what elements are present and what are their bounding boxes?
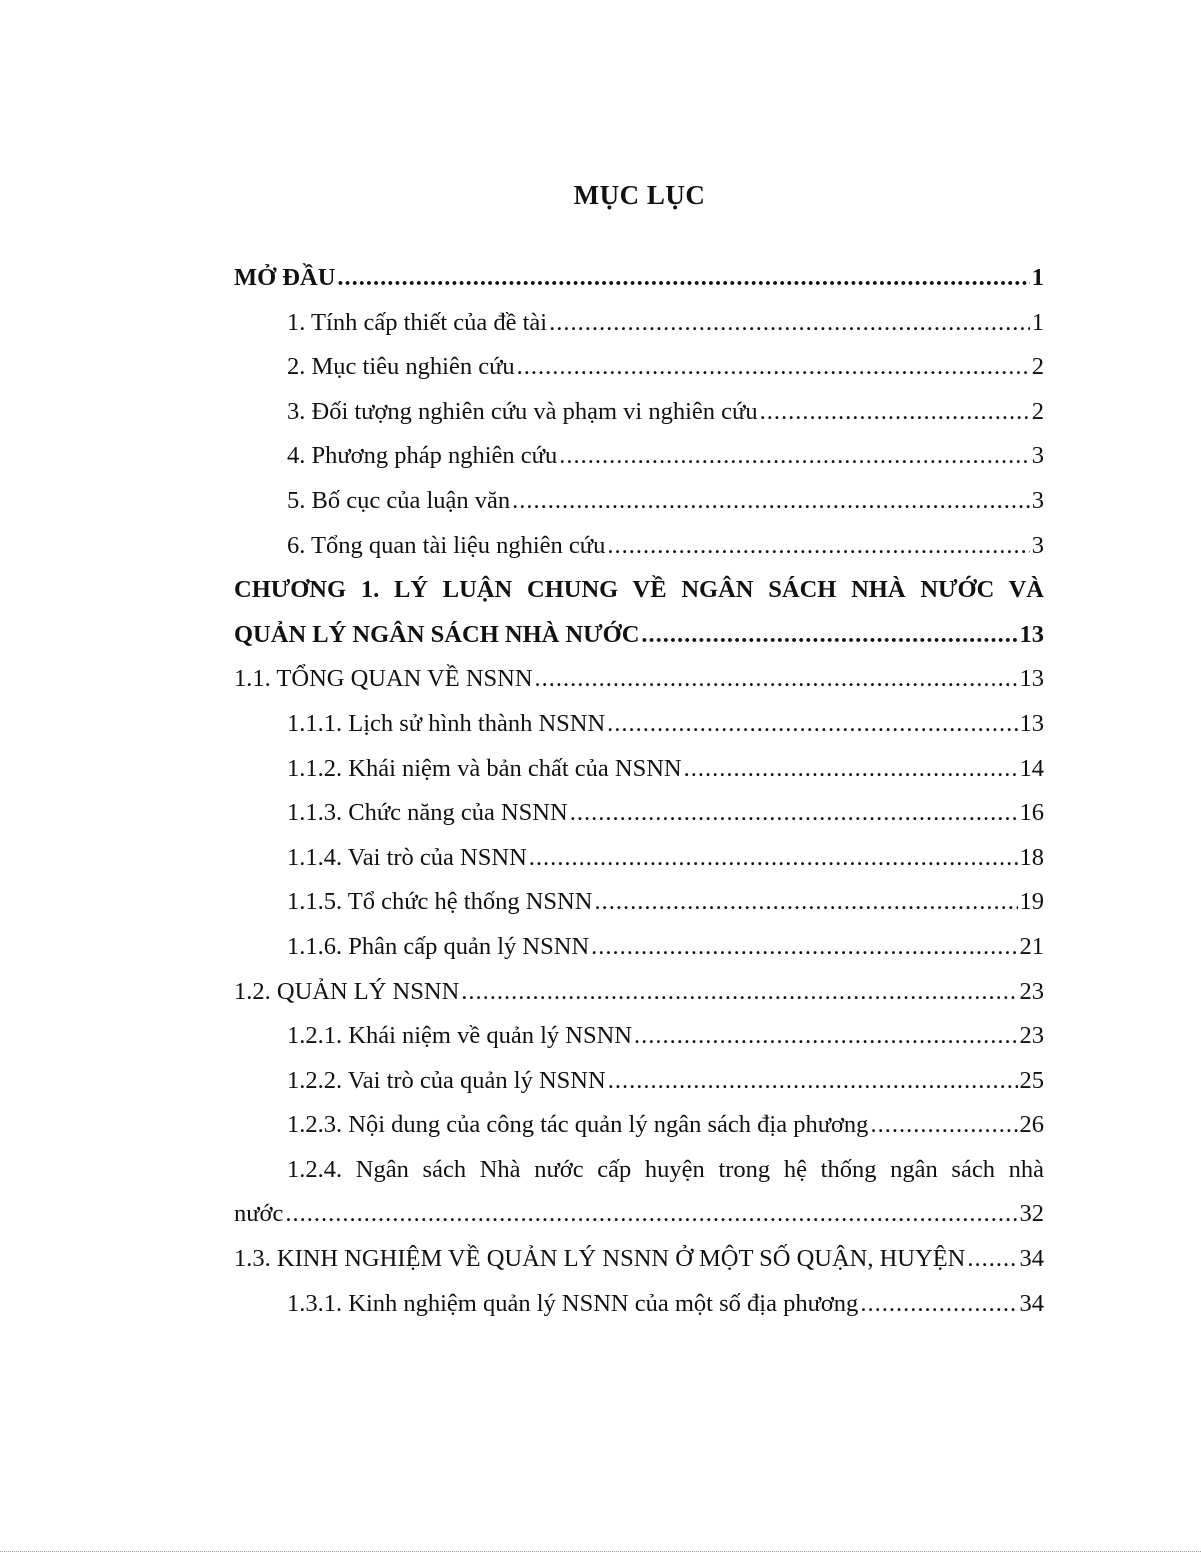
toc-entry[interactable] [234,1111,1044,1156]
toc-entry-page: 16 [1019,799,1044,827]
toc-entry[interactable] [234,353,1044,398]
dot-leader [512,487,1030,515]
toc-entry[interactable] [234,799,1044,844]
dot-leader [535,665,1018,693]
toc-entry-page: 34 [1019,1245,1044,1273]
toc-entry-page: 2 [1031,397,1044,425]
toc-entry-label: 1.3. KINH NGHIỆM VỀ QUẢN LÝ NSNN Ở MỘT SỐ QUẬN, HUYỆN [234,1245,966,1273]
dot-leader [608,1067,1018,1095]
toc-entry[interactable] [234,621,1044,666]
toc-entry-page: 34 [1019,1289,1044,1317]
dot-leader [967,1245,1017,1273]
toc-entry-page: 1 [1031,264,1044,291]
toc-entry-page: 21 [1019,932,1044,960]
toc-entry-label: 1.1.6. Phân cấp quản lý NSNN [287,932,590,960]
toc-entry-label: MỞ ĐẦU [234,264,336,291]
toc-entry-page: 3 [1031,442,1044,470]
toc-entry-page: 26 [1019,1111,1044,1139]
dot-leader [591,933,1017,961]
toc-entry-page: 13 [1019,709,1044,737]
toc-entry[interactable] [234,1245,1044,1290]
dot-leader [461,978,1017,1006]
toc-entry-label: 6. Tổng quan tài liệu nghiên cứu [287,531,606,559]
toc-entry-label: 1.1. TỔNG QUAN VỀ NSNN [234,665,533,693]
dot-leader [607,710,1017,738]
toc-entry-label: CHƯƠNG 1. LÝ LUẬN CHUNG VỀ NGÂN SÁCH NHÀ NƯỚC VÀ [234,576,1044,604]
dot-leader [570,799,1018,827]
toc-entry-page: 23 [1019,977,1044,1005]
toc-entry[interactable] [234,978,1044,1023]
toc-entry[interactable] [234,844,1044,889]
toc-entry-label: 1.3.1. Kinh nghiệm quản lý NSNN của một số địa phương [287,1289,859,1317]
toc-entry[interactable] [234,309,1044,354]
toc-entry-label: 4. Phương pháp nghiên cứu [287,442,558,470]
toc-entry[interactable] [234,576,1044,621]
toc-entry-label: 2. Mục tiêu nghiên cứu [287,353,515,381]
dot-leader [870,1111,1017,1139]
toc-entry-page: 1 [1031,308,1044,336]
toc-entry[interactable] [234,755,1044,800]
toc-entry[interactable] [234,1067,1044,1112]
toc-entry-page: 3 [1031,531,1044,559]
toc-entry-label: 1.1.3. Chức năng của NSNN [287,799,568,827]
toc-entry-label: 1.2.1. Khái niệm về quản lý NSNN [287,1022,632,1050]
toc-entry[interactable] [234,710,1044,755]
dot-leader [549,309,1030,337]
dot-leader [860,1290,1017,1318]
dot-leader [760,398,1030,426]
toc-entry[interactable] [234,933,1044,978]
dot-leader [337,264,1029,292]
toc-entry-page: 32 [1019,1200,1044,1228]
toc-entry-page: 18 [1019,843,1044,871]
toc-entry-page: 14 [1019,754,1044,782]
toc-entry-label: 1. Tính cấp thiết của đề tài [287,308,548,336]
dot-leader [594,888,1017,916]
toc-entry[interactable] [234,888,1044,933]
dot-leader [684,755,1018,783]
toc-entry-label: 1.1.4. Vai trò của NSNN [287,843,527,871]
dot-leader [634,1022,1018,1050]
toc-entry-label: QUẢN LÝ NGÂN SÁCH NHÀ NƯỚC [234,620,640,648]
toc-entry-label: 1.2.4. Ngân sách Nhà nước cấp huyện trong hệ thống ngân sách nhà [287,1155,1044,1183]
toc-entry[interactable] [234,665,1044,710]
table-of-contents [234,264,1044,1334]
toc-entry[interactable] [234,1022,1044,1067]
page-bottom-edge [0,1551,1201,1552]
toc-entry[interactable] [234,398,1044,443]
toc-entry[interactable] [234,487,1044,532]
toc-entry-label: 1.2. QUẢN LÝ NSNN [234,977,460,1005]
toc-entry-label: nước [234,1200,284,1228]
toc-entry-label: 1.1.1. Lịch sử hình thành NSNN [287,709,606,737]
toc-entry-label: 5. Bố cục của luận văn [287,486,511,514]
toc-entry-page: 25 [1019,1066,1044,1094]
dot-leader [559,442,1030,470]
toc-entry-page: 19 [1019,888,1044,916]
toc-entry-label: 1.1.5. Tổ chức hệ thống NSNN [287,888,593,916]
toc-entry-page: 13 [1019,665,1044,693]
toc-entry-label: 1.1.2. Khái niệm và bản chất của NSNN [287,754,682,782]
toc-entry[interactable] [234,1200,1044,1245]
toc-entry[interactable] [234,442,1044,487]
toc-entry-page: 2 [1031,353,1044,381]
toc-entry-label: 1.2.2. Vai trò của quản lý NSNN [287,1066,606,1094]
toc-entry-label: 1.2.3. Nội dung của công tác quản lý ngân sách địa phương [287,1111,869,1139]
toc-entry[interactable] [234,1290,1044,1335]
toc-entry[interactable] [234,1156,1044,1201]
dot-leader [529,844,1018,872]
dot-leader [285,1200,1017,1228]
toc-entry-page: 13 [1019,620,1044,648]
toc-entry[interactable] [234,532,1044,577]
dot-leader [641,621,1017,649]
dot-leader [517,353,1030,381]
toc-entry[interactable] [234,264,1044,309]
toc-entry-label: 3. Đối tượng nghiên cứu và phạm vi nghiên cứu [287,397,758,425]
toc-entry-page: 3 [1031,486,1044,514]
dot-leader [607,532,1029,560]
toc-entry-page: 23 [1019,1022,1044,1050]
page-title: MỤC LỤC [573,180,706,210]
